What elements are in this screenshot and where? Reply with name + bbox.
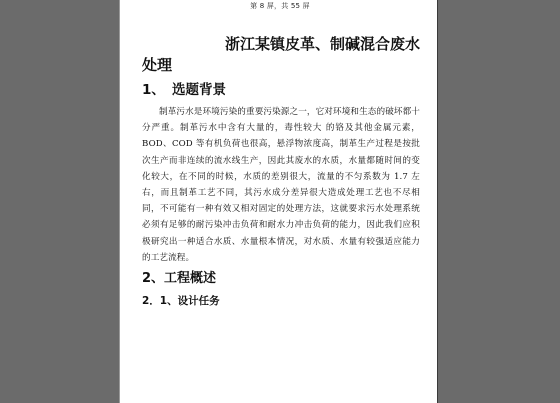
section-1-heading: [142, 80, 420, 100]
section-1-number: 1、: [142, 82, 165, 98]
section-2-heading: 2、工程概述: [142, 271, 217, 287]
background-paragraph: 制革污水是环境污染的重要污染源之一，它对环境和生态的破坏都十分严重。制革污水中含有大量的，毒性较大 的铬及其他金属元素，BOD、COD 等有机负荷也很高，悬浮物浓度高，制革生产过程是按批次生产而非连续的流水线生产，因此其废水的水质，水量都随时间的变化较大，在不同的时候，水质的差别很大，流量的不匀系数为 1.7 左右，而且制革工艺不同，其污水成分差异很大造成处理工艺也不尽相同，不可能有一种有效又相对固定的处理方法，这就要求污水处理系统必须有足够的耐污染冲击负荷和耐水力冲击负荷的能力，因此我们应积极研究出一种适合水质、水量根本情况，对水质、水量有较强适应能力的工艺流程。: [142, 107, 420, 263]
page-content: [142, 34, 420, 309]
document-title: 浙江某镇皮革、制碱混合废水: [224, 35, 420, 53]
document-page[interactable]: [120, 0, 437, 403]
document-title-continued: 处理: [142, 56, 173, 74]
page-counter: 第 8 屏，共 55 屏: [250, 2, 310, 10]
section-1-title: 选题背景: [172, 82, 226, 98]
section-2-1-heading: 2．1、设计任务: [142, 295, 220, 308]
